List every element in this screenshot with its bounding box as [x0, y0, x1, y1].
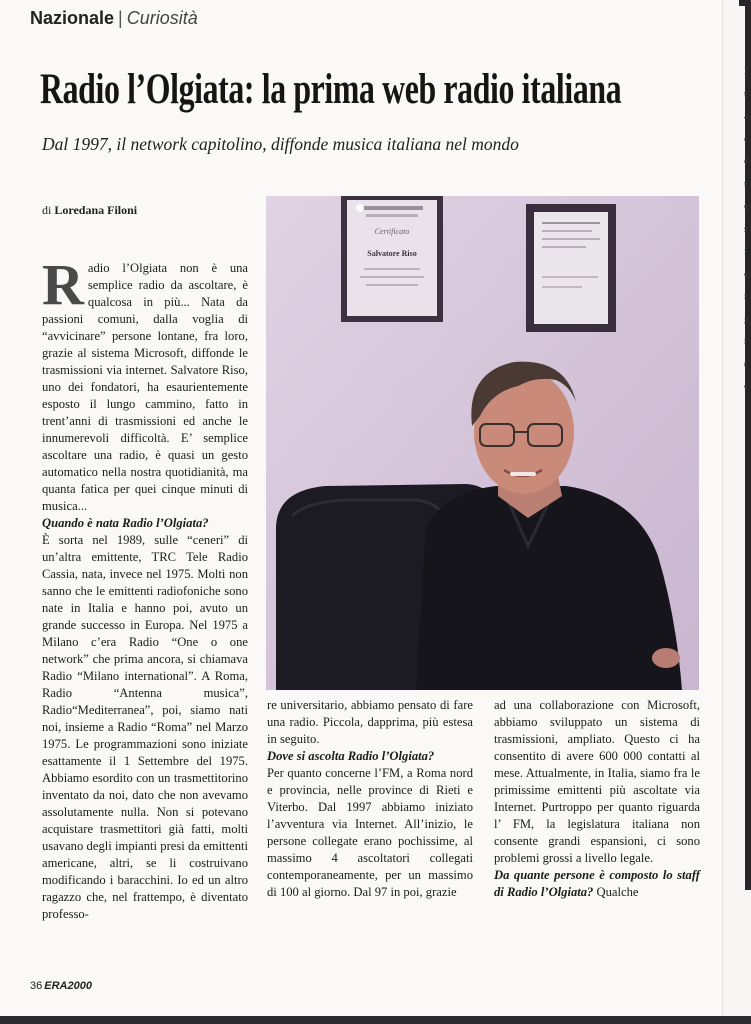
- page-number: 36: [30, 980, 43, 992]
- article-column-1: [42, 252, 248, 923]
- answer-1-part-2: re universitario, abbiamo pensato di fare una radio. Piccola, dapprima, più estesa in seguito.: [267, 698, 473, 746]
- question-3: Da quante persone è composto lo staff di Radio l’Olgiata?: [494, 868, 700, 899]
- section-header: [30, 8, 198, 29]
- answer-2-part-1: Per quanto concerne l’FM, a Roma nord e provincia, nelle province di Rieti e Viterbo. Dal 1997 abbiamo iniziato l’avventura via Internet. All’inizio, le persone collegate erano pochissime, al massimo 4 ascoltatori collegati contemporaneamente, per un massimo di 100 al giorno. Dal 97 in poi, grazie: [267, 766, 473, 899]
- question-1: Quando è nata Radio l’Olgiata?: [42, 516, 209, 530]
- intro-paragraph: [42, 252, 248, 515]
- section-name: Nazionale: [30, 8, 115, 28]
- byline: [42, 203, 137, 218]
- answer-2-part-2: ad una collaborazione con Microsoft, abbiamo sviluppato un sistema di trasmissioni, ampliato. Questo ci ha consentito di avere 600 000 contatti al mese. Attualmente, in Italia, siamo fra le primissime emittenti più ascoltate via Internet. Purtroppo per quanto riguarda l’ FM, la legislatura italiana non consente grandi espansioni, ci sono problemi grossi a livello legale.: [494, 698, 700, 865]
- magazine-name: ERA2000: [44, 980, 92, 992]
- intro-text: adio l’Olgiata non è una semplice radio da ascoltare, è qualcosa in più... Nata da passioni comuni, dalla voglia di “avvicinare” persone lontane, fra loro, grazie al sistema Microsoft, diffonde le trasmissioni via internet. Salvatore Riso, uno dei fondatori, ha esaurientemente esposto il lungo cammino, fatto in trent’anni di trasmissioni ed anche le innumerevoli difficoltà. E’ semplice ascoltare una radio, è quasi un gesto automatico nella nostra quotidianità, ma quanta fatica per quei cinque minuti di musica...: [42, 261, 248, 513]
- interview-photo: [266, 196, 699, 690]
- page-footer: [30, 980, 92, 992]
- subsection-name: Curiosità: [126, 8, 198, 28]
- section-separator: |: [118, 8, 123, 28]
- article-subtitle: Dal 1997, il network capitolino, diffonde musica italiana nel mondo: [42, 134, 519, 154]
- article-column-3: [494, 697, 700, 901]
- facing-page-text-fragments: l t a c e t e s f e r g r ( c: [744, 65, 750, 392]
- drop-cap: R: [42, 252, 84, 317]
- framed-certificate-left: [341, 196, 443, 322]
- byline-prefix: di: [42, 203, 52, 217]
- answer-1-part-1: È sorta nel 1989, sulle “ceneri” di un’altra emittente, TRC Tele Radio Cassia, nata, invece nel 1975. Molti non sanno che le emittenti radiofoniche sono nate in Italia e hanno poi, avuto un grande successo in Europa. Nel 1975 a Milano c’era Radio “One o one network” che prima ancora, si chiamava Radio “Milano international”. A Roma, Radio “Antenna musica”, Radio“Mediterranea”, poi, siamo nati noi, insieme a Radio “Roma” nel Marzo 1975. Le programmazioni sono iniziate esattamente il 1 Settembre del 1975. Abbiamo esordito con un trasmettitorino inventato da noi, dato che non avevamo assolutamente nulla. Non si potevano acquistare trasmettitori già fatti, molti usavano degli impianti presi da emittenti americane, altri, se li costruivano modificando i baracchini. Io ed un altro ragazzo che, nel frattempo, è diventato professo-: [42, 533, 248, 921]
- article-column-2: [267, 697, 473, 901]
- framed-certificate-right: [526, 204, 616, 332]
- article-title: Radio l’Olgiata: la prima web radio italiana: [40, 66, 622, 113]
- certificate-heading: Certificato: [374, 227, 410, 236]
- answer-3-start: Qualche: [596, 885, 639, 899]
- question-2: Dove si ascolta Radio l’Olgiata?: [267, 749, 435, 763]
- photo-illustration: [266, 196, 699, 690]
- scan-bottom-edge: [0, 1016, 751, 1024]
- question-3-line: [494, 867, 700, 901]
- author-name: Loredana Filoni: [54, 203, 138, 217]
- certificate-name: Salvatore Riso: [367, 249, 417, 258]
